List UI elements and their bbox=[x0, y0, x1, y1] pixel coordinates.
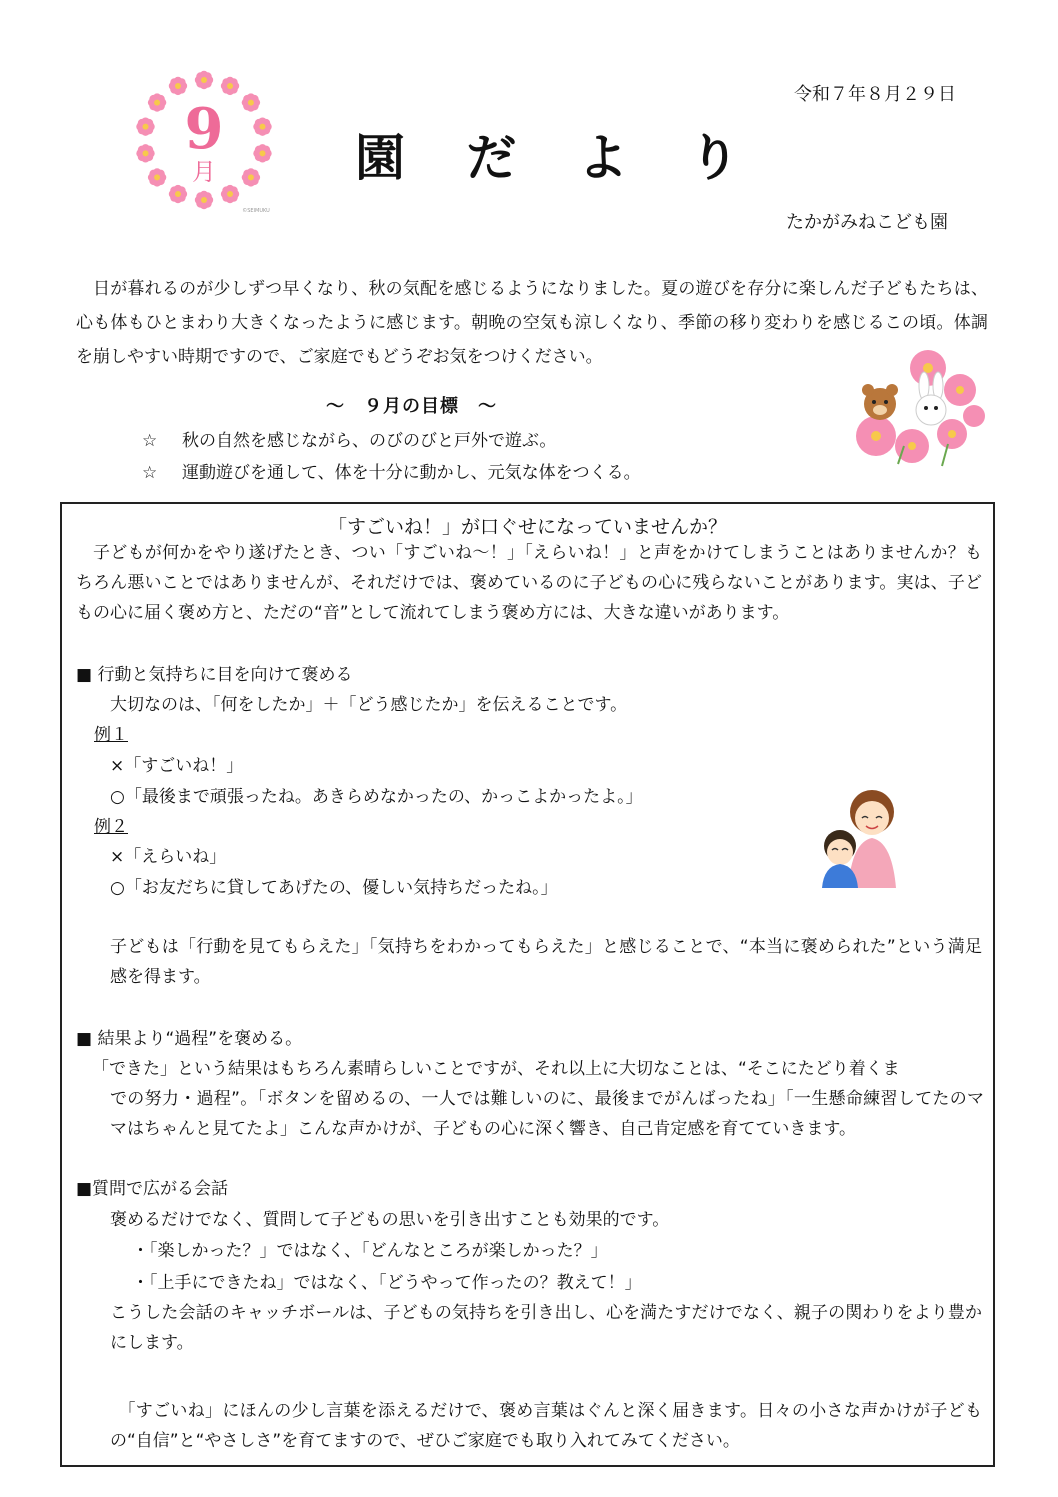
example-bad: ×「えらいね」 bbox=[110, 847, 227, 867]
goal-text: 運動遊びを通して、体を十分に動かし、元気な体をつくる。 bbox=[182, 463, 641, 483]
child-icon bbox=[822, 830, 858, 888]
goal-text: 秋の自然を感じながら、のびのびと戸外で遊ぶ。 bbox=[182, 431, 557, 451]
flower-icon bbox=[195, 191, 213, 209]
flower-icon bbox=[221, 185, 239, 203]
flower-icon bbox=[169, 77, 187, 95]
example-good: ○「お友だちに貸してあげたの、優しい気持ちだったね。」 bbox=[110, 878, 558, 898]
month-kanji: 月 bbox=[192, 158, 216, 186]
month-badge-flower-wreath bbox=[126, 62, 282, 218]
flower-icon bbox=[242, 168, 260, 186]
section-heading: ■質問で広がる会話 bbox=[76, 1179, 229, 1199]
example-good: ○「最後まで頑張ったね。あきらめなかったの、かっこよかったよ。」 bbox=[110, 787, 643, 807]
section-heading: ■ 行動と気持ちに目を向けて褒める bbox=[76, 665, 353, 685]
example-label: 例１ bbox=[94, 725, 128, 745]
mother-icon bbox=[848, 790, 896, 888]
example-label: 例２ bbox=[94, 817, 128, 837]
flower-icon bbox=[148, 93, 166, 111]
section-body: 大切なのは、「何をしたか」＋「どう感じたか」を伝えることです。 bbox=[110, 695, 628, 715]
question-example: ・「上手にできたね」ではなく、「どうやって作ったの？教えて！」 bbox=[132, 1273, 642, 1293]
goals-title: ～ ９月の目標 ～ bbox=[326, 396, 497, 417]
star-icon: ☆ bbox=[142, 463, 158, 483]
section-summary: 子どもは「行動を見てもらえた」「気持ちをわかってもらえた」と感じることで、“本当に褒められた”という満足感を得ます。 bbox=[110, 937, 982, 987]
section-body: 褒めるだけでなく、質問して子どもの思いを引き出すことも効果的です。 bbox=[110, 1210, 670, 1230]
section-heading: ■ 結果より“過程”を褒める。 bbox=[76, 1029, 303, 1049]
flower-icon bbox=[253, 117, 271, 135]
newsletter-title: 園 だ よ り bbox=[355, 129, 762, 187]
mother-child-illustration bbox=[808, 784, 912, 888]
goal-item bbox=[142, 426, 556, 451]
section-lead: 「できた」という結果はもちろん素晴らしいことですが、それ以上に大切なことは、“そこにたどり着くま bbox=[92, 1059, 900, 1079]
intro-text: 日が暮れるのが少しずつ早くなり、秋の気配を感じるようになりました。夏の遊びを存分に楽しんだ子どもたちは、心も体もひとまわり大きくなったように感じます。朝晩の空気も涼しくなり、季節の移り変わりを感じるこの頃。体調を崩しやすい時期ですので、ご家庭でもどうぞお気をつけください。 bbox=[76, 279, 988, 367]
cosmos-bear-rabbit-illustration bbox=[848, 346, 988, 472]
closing-paragraph: 「すごいね」にほんの少し言葉を添えるだけで、褒め言葉はぐんと深く届きます。日々の小さな声かけが子どもの“自信”と“やさしさ”を育てますので、ぜひご家庭でも取り入れてみてください。 bbox=[110, 1401, 982, 1451]
flower-icon bbox=[136, 144, 154, 162]
example-bad: ×「すごいね！」 bbox=[110, 756, 244, 776]
question-example: ・「楽しかった？」ではなく、「どんなところが楽しかった？」 bbox=[132, 1241, 608, 1261]
flower-icon bbox=[242, 93, 260, 111]
flower-icon bbox=[136, 117, 154, 135]
issue-date: 令和７年８月２９日 bbox=[794, 84, 956, 105]
section-body: での努力・過程”。「ボタンを留めるの、一人では難しいのに、最後までがんばったね」「一生懸命練習してたのママはちゃんと見てたよ」こんな声かけが、子どもの心に深く響き、自己肯定感を育てていきます。 bbox=[110, 1089, 984, 1139]
star-icon: ☆ bbox=[142, 431, 158, 451]
article-title: 「すごいね！」が口ぐせになっていませんか？ bbox=[327, 516, 727, 538]
flower-icon bbox=[195, 71, 213, 89]
flower-icon bbox=[148, 168, 166, 186]
image-credit: ©SEIMUKU bbox=[242, 208, 270, 214]
section-summary: こうした会話のキャッチボールは、子どもの気持ちを引き出し、心を満たすだけでなく、親子の関わりをより豊かにします。 bbox=[110, 1303, 982, 1353]
flower-icon bbox=[253, 144, 271, 162]
flower-icon bbox=[169, 185, 187, 203]
month-number: 9 bbox=[184, 96, 224, 162]
school-name: たかがみねこども園 bbox=[786, 212, 948, 233]
article-box bbox=[60, 502, 995, 1467]
flower-icon bbox=[221, 77, 239, 95]
goal-item bbox=[142, 458, 641, 483]
article-lead: 子どもが何かをやり遂げたとき、つい「すごいね～！」「えらいね！」と声をかけてしまうことはありませんか？もちろん悪いことではありませんが、それだけでは、褒めているのに子どもの心に残らないことがあります。実は、子どもの心に届く褒め方と、ただの“音”として流れてしまう褒め方には、大きな違いがあります。 bbox=[76, 543, 982, 623]
bear-icon bbox=[862, 384, 898, 420]
